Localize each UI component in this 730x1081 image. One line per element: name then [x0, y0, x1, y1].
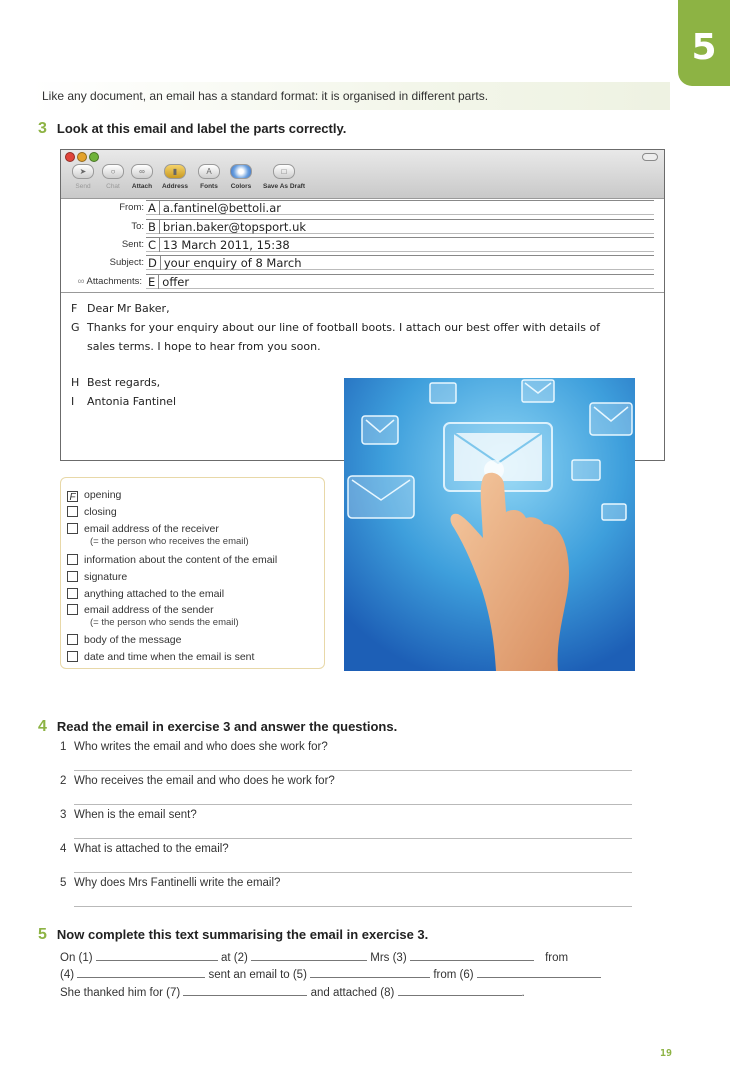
- checklist-label: body of the message: [84, 634, 182, 646]
- paperclip-icon: ∞: [77, 276, 85, 287]
- summary-line-2: [60, 967, 601, 981]
- part-letter: F: [71, 302, 78, 315]
- sent-label: Sent:: [121, 239, 144, 250]
- attachments-label-text: Attachments:: [86, 276, 142, 287]
- blank-4[interactable]: [77, 967, 205, 978]
- opening-text: Dear Mr Baker,: [87, 302, 170, 315]
- checklist-label: date and time when the email is sent: [84, 651, 255, 663]
- part-letter: E: [148, 275, 159, 289]
- intro-text: Like any document, an email has a standard format: it is organised in different parts.: [30, 82, 670, 110]
- checklist-item[interactable]: [67, 571, 127, 583]
- parts-checklist: [60, 477, 325, 669]
- question-text: Who receives the email and who does he work for?: [74, 775, 335, 787]
- checkbox[interactable]: [67, 554, 78, 565]
- from-value: a.fantinel@bettoli.ar: [162, 201, 281, 215]
- email-touch-photo: [344, 378, 635, 671]
- checkbox[interactable]: [67, 571, 78, 582]
- summary-text: .: [521, 987, 525, 999]
- checklist-item[interactable]: [67, 489, 121, 502]
- blank-5[interactable]: [310, 967, 430, 978]
- address-button[interactable]: [159, 164, 191, 196]
- subject-label: Subject:: [109, 257, 144, 268]
- checklist-label: opening: [84, 489, 122, 501]
- question-text: When is the email sent?: [74, 809, 197, 821]
- chat-icon: ○: [102, 164, 124, 179]
- exercise-title: Read the email in exercise 3 and answer the questions.: [56, 719, 398, 734]
- part-letter: A: [148, 201, 160, 215]
- exercise-title: Now complete this text summarising the email in exercise 3.: [56, 927, 429, 942]
- checklist-item[interactable]: [67, 523, 249, 547]
- answer-line-5[interactable]: [74, 906, 632, 907]
- to-field[interactable]: [146, 219, 654, 234]
- email-body-line-1: [71, 321, 600, 334]
- summary-line-3: [60, 985, 525, 999]
- part-letter: H: [71, 376, 80, 389]
- exercise-5-heading: [38, 926, 428, 944]
- paperclip-icon: ∞: [131, 164, 153, 179]
- exercise-title: Look at this email and label the parts correctly.: [56, 121, 347, 136]
- question-text: Who writes the email and who does she work for?: [74, 741, 328, 753]
- from-field[interactable]: [146, 200, 654, 215]
- send-label: Send: [75, 183, 91, 190]
- hand-touching-envelope-illustration: [344, 378, 635, 671]
- address-label: Address: [161, 183, 188, 190]
- blank-2[interactable]: [251, 950, 367, 961]
- chat-label: Chat: [106, 183, 120, 190]
- question-number: 2: [60, 775, 67, 787]
- send-button[interactable]: [69, 164, 97, 196]
- summary-text: from: [545, 952, 569, 964]
- attachments-field[interactable]: [146, 274, 654, 289]
- from-label: From:: [119, 202, 144, 213]
- summary-text: Mrs (3): [370, 952, 407, 964]
- checkbox[interactable]: [67, 506, 78, 517]
- part-letter: C: [148, 238, 160, 252]
- signature-text: Antonia Fantinel: [87, 395, 176, 408]
- save-as-draft-label: Save As Draft: [262, 183, 306, 190]
- checklist-label: signature: [84, 571, 128, 583]
- blank-1[interactable]: [96, 950, 218, 961]
- draft-icon: □: [273, 164, 295, 179]
- close-window-button[interactable]: [65, 152, 75, 162]
- send-icon: ➤: [72, 164, 94, 179]
- question-number: 4: [60, 843, 67, 855]
- checklist-label: email address of the sender: [84, 604, 214, 616]
- attach-label: Attach: [131, 183, 153, 190]
- checklist-label: information about the content of the email: [84, 554, 278, 566]
- checkbox[interactable]: F: [67, 491, 78, 502]
- fonts-button[interactable]: [195, 164, 223, 196]
- exercise-number: 4: [38, 718, 47, 735]
- question-3: [60, 809, 197, 821]
- email-opening: [71, 302, 170, 315]
- fonts-icon: A: [198, 164, 220, 179]
- checkbox[interactable]: [67, 651, 78, 662]
- attachments-label: [78, 276, 142, 287]
- part-letter: B: [148, 220, 160, 234]
- checklist-sublabel: (= the person who sends the email): [90, 617, 239, 628]
- checklist-item[interactable]: [67, 651, 254, 663]
- subject-field[interactable]: [146, 255, 654, 270]
- to-label: To:: [131, 221, 144, 232]
- answer-line-4[interactable]: [74, 872, 632, 873]
- email-closing: [71, 376, 160, 389]
- checkbox[interactable]: [67, 604, 78, 615]
- checkbox[interactable]: [67, 588, 78, 599]
- summary-text: sent an email to (5): [208, 969, 307, 981]
- colors-icon: [230, 164, 252, 179]
- checklist-item[interactable]: [67, 634, 181, 646]
- summary-text: (4): [60, 969, 75, 981]
- body-text: Thanks for your enquiry about our line of football boots. I attach our best offer with details of: [87, 321, 601, 334]
- checklist-label: anything attached to the email: [84, 588, 225, 600]
- attachments-value: offer: [162, 275, 190, 289]
- question-4: [60, 843, 229, 855]
- checklist-item[interactable]: [67, 554, 277, 566]
- checkbox[interactable]: [67, 523, 78, 534]
- answer-line-3[interactable]: [74, 838, 632, 839]
- subject-value: your enquiry of 8 March: [163, 256, 302, 270]
- fonts-label: Fonts: [200, 183, 218, 190]
- summary-text: and attached (8): [310, 987, 395, 999]
- checklist-item[interactable]: [67, 588, 224, 600]
- blank-7[interactable]: [183, 985, 307, 996]
- colors-button[interactable]: [227, 164, 255, 196]
- email-toolbar: [61, 150, 664, 199]
- summary-text: at (2): [221, 952, 248, 964]
- unit-number-tab: 5: [678, 0, 730, 86]
- answer-line-1[interactable]: [74, 770, 632, 771]
- exercise-4-heading: [38, 718, 397, 736]
- checklist-label: closing: [84, 506, 117, 518]
- checklist-item[interactable]: [67, 604, 239, 628]
- summary-text: She thanked him for (7): [60, 987, 181, 999]
- toolbar-toggle-button[interactable]: [642, 153, 658, 161]
- question-text: What is attached to the email?: [74, 843, 229, 855]
- question-1: [60, 741, 328, 753]
- checklist-item[interactable]: [67, 506, 117, 518]
- zoom-window-button[interactable]: [89, 152, 99, 162]
- question-number: 5: [60, 877, 67, 889]
- part-letter: D: [148, 256, 161, 270]
- chat-button[interactable]: [99, 164, 127, 196]
- minimize-window-button[interactable]: [77, 152, 87, 162]
- email-signature: [71, 395, 176, 408]
- question-number: 3: [60, 809, 67, 821]
- question-5: [60, 877, 280, 889]
- summary-line-1: [60, 950, 568, 964]
- sent-field: [146, 237, 654, 252]
- checklist-sublabel: (= the person who receives the email): [90, 536, 249, 547]
- page-number: 19: [660, 1048, 673, 1059]
- question-number: 1: [60, 741, 67, 753]
- email-body-line-2: sales terms. I hope to hear from you soon.: [87, 340, 321, 353]
- to-value: brian.baker@topsport.uk: [162, 220, 307, 234]
- part-letter: I: [71, 395, 75, 408]
- question-text: Why does Mrs Fantinelli write the email?: [74, 877, 281, 889]
- checklist-label: email address of the receiver: [84, 523, 219, 535]
- question-2: [60, 775, 335, 787]
- summary-text: from (6): [433, 969, 474, 981]
- colors-label: Colors: [230, 183, 252, 190]
- sent-value: 13 March 2011, 15:38: [163, 238, 290, 252]
- save-as-draft-button[interactable]: [257, 164, 311, 196]
- address-book-icon: ▮: [164, 164, 186, 179]
- checkbox[interactable]: [67, 634, 78, 645]
- answer-line-2[interactable]: [74, 804, 632, 805]
- part-letter: G: [71, 321, 80, 334]
- blank-8[interactable]: [398, 985, 522, 996]
- closing-text: Best regards,: [87, 376, 161, 389]
- exercise-3-heading: [38, 120, 346, 138]
- blank-3[interactable]: [410, 950, 534, 961]
- summary-text: On (1): [60, 952, 93, 964]
- header-body-divider: [61, 292, 664, 293]
- exercise-number: 5: [38, 926, 47, 943]
- exercise-number: 3: [38, 120, 47, 137]
- blank-6[interactable]: [477, 967, 601, 978]
- attach-button[interactable]: [127, 164, 157, 196]
